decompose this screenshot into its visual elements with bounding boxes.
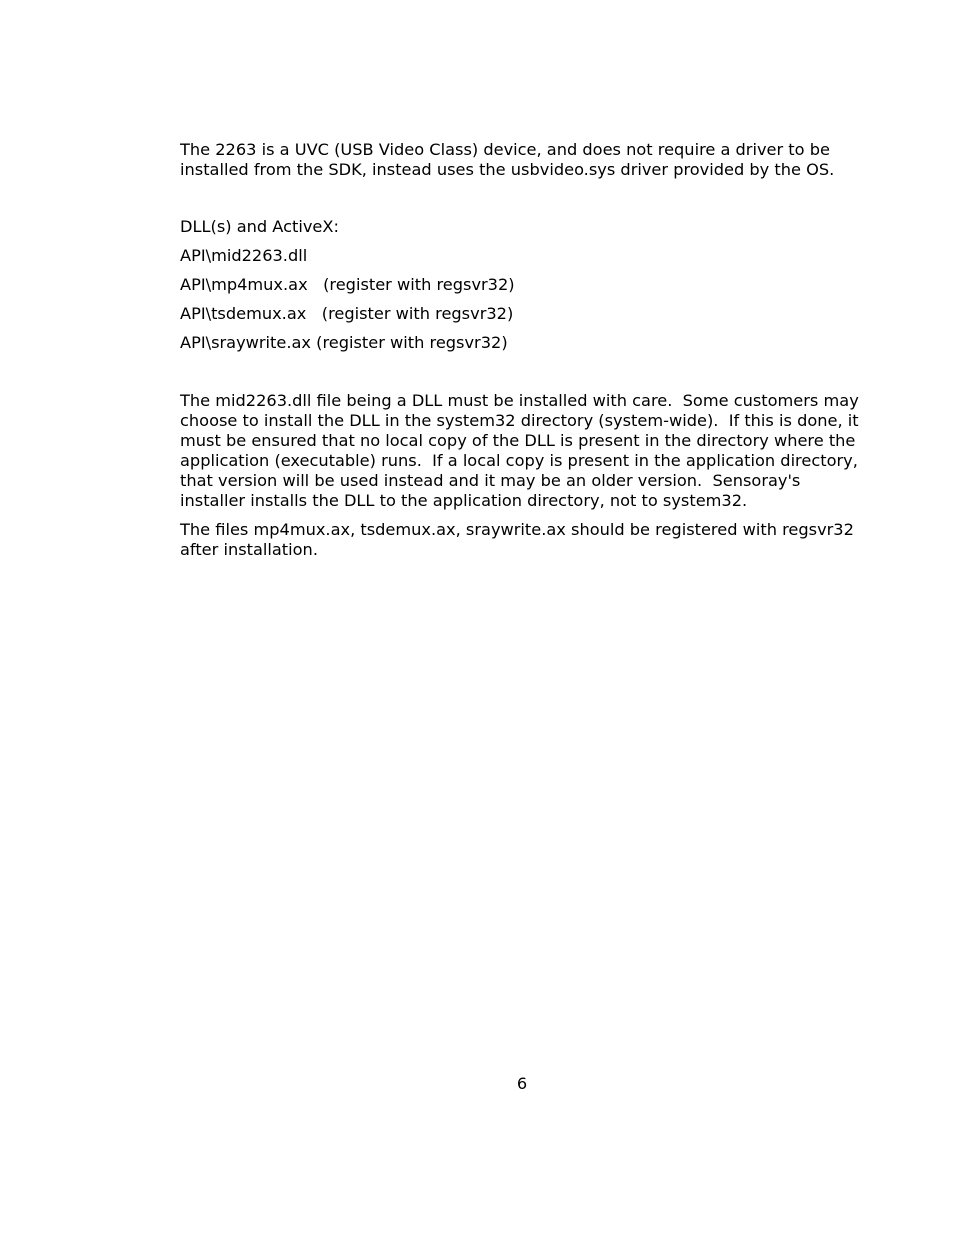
install-note-paragraph: The mid2263.dll file being a DLL must be installed with care. Some customers may choose to install the DLL in the system32 directory (system-wide). If this is done, it must be ensured that no local copy of the DLL is present in the directory where the application (executable) runs. If a local copy is present in the application directory, that version will be used instead and it may be an older version. Sensoray's installer installs the DLL to the application directory, not to system32. — [180, 391, 864, 510]
file-item-mid2263-dll: API\mid2263.dll — [180, 246, 308, 265]
file-item-sraywrite-ax: API\sraywrite.ax (register with regsvr32) — [180, 333, 508, 352]
files-heading: DLL(s) and ActiveX: — [180, 217, 339, 236]
page-number: 6 — [516, 1074, 528, 1093]
file-item-tsdemux-ax: API\tsdemux.ax (register with regsvr32) — [180, 304, 514, 323]
file-item-mp4mux-ax: API\mp4mux.ax (register with regsvr32) — [180, 275, 515, 294]
intro-paragraph: The 2263 is a UVC (USB Video Class) device, and does not require a driver to be installed from the SDK, instead uses the usbvideo.sys driver provided by the OS. — [180, 140, 836, 179]
register-note-paragraph: The files mp4mux.ax, tsdemux.ax, sraywrite.ax should be registered with regsvr32 after installation. — [180, 520, 860, 559]
page-content — [180, 140, 870, 569]
